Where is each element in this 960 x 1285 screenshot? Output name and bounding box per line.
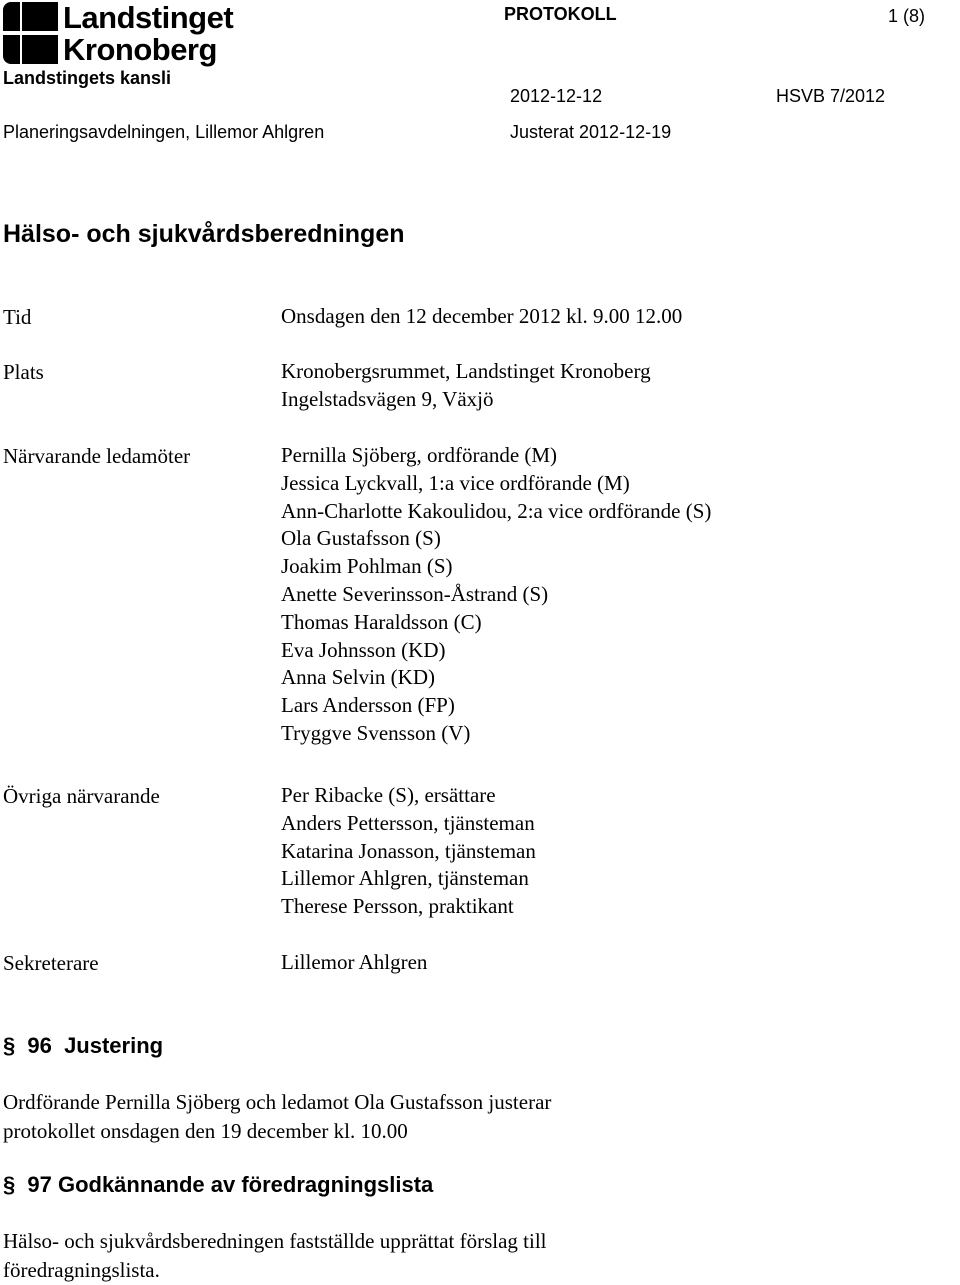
paragraph-line: Hälso- och sjukvårdsberedningen fastställde upprättat förslag till — [3, 1229, 547, 1253]
plats-line: Kronobergsrummet, Landstinget Kronoberg — [281, 359, 651, 383]
logo-line-2: Kronoberg — [63, 32, 217, 67]
plats-line: Ingelstadsvägen 9, Växjö — [281, 386, 494, 411]
list-item: Ola Gustafsson (S) — [281, 526, 441, 551]
list-item: Joakim Pohlman (S) — [281, 554, 453, 579]
paragraph-line: protokollet onsdagen den 19 december kl. 10.00 — [3, 1118, 408, 1143]
logo-line-1: Landstinget — [63, 0, 234, 35]
list-item: Lars Andersson (FP) — [281, 693, 455, 718]
doc-type: PROTOKOLL — [504, 4, 617, 24]
paragraph-symbol-icon: § — [3, 1172, 16, 1197]
section-title: 97 Godkännande av föredragningslista — [27, 1172, 434, 1197]
paragraph-line: föredragningslista. — [3, 1257, 160, 1282]
page-title: Hälso- och sjukvårdsberedningen — [3, 220, 405, 248]
list-item: Eva Johnsson (KD) — [281, 637, 446, 662]
section-body-97 — [3, 1227, 547, 1284]
list-item: Ann-Charlotte Kakoulidou, 2:a vice ordförande (S) — [281, 498, 712, 523]
tid-label: Tid — [3, 305, 32, 329]
sekreterare-label: Sekreterare — [3, 951, 99, 975]
ovriga-label: Övriga närvarande — [3, 784, 160, 808]
list-item: Therese Persson, praktikant — [281, 894, 514, 919]
page-number: 1 (8) — [888, 6, 926, 26]
plats-label: Plats — [3, 360, 44, 384]
list-item: Katarina Jonasson, tjänsteman — [281, 838, 536, 863]
ledamoter-label: Närvarande ledamöter — [3, 444, 191, 468]
list-item: Anette Severinsson-Åstrand (S) — [281, 581, 549, 606]
adjusted-date: Justerat 2012-12-19 — [510, 122, 672, 142]
list-item: Pernilla Sjöberg, ordförande (M) — [281, 443, 558, 467]
sekreterare-value: Lillemor Ahlgren — [281, 950, 428, 974]
section-heading-97 — [3, 1172, 433, 1198]
office-name: Landstingets kansli — [3, 68, 172, 88]
section-body-96 — [3, 1088, 551, 1145]
list-item: Tryggve Svensson (V) — [281, 720, 471, 745]
ovriga-list — [281, 782, 536, 921]
list-item: Lillemor Ahlgren, tjänsteman — [281, 866, 529, 891]
list-item: Anna Selvin (KD) — [281, 665, 435, 690]
section-heading-96 — [3, 1033, 163, 1059]
landstinget-kronoberg-logo — [3, 2, 243, 68]
ledamoter-list — [281, 442, 711, 748]
doc-date: 2012-12-12 — [510, 86, 603, 106]
list-item: Per Ribacke (S), ersättare — [281, 783, 496, 807]
list-item: Jessica Lyckvall, 1:a vice ordförande (M) — [281, 470, 630, 495]
author-line: Planeringsavdelningen, Lillemor Ahlgren — [3, 122, 325, 142]
paragraph-line: Ordförande Pernilla Sjöberg och ledamot Ola Gustafsson justerar — [3, 1090, 552, 1114]
list-item: Thomas Haraldsson (C) — [281, 609, 482, 634]
logo-mark-icon — [3, 2, 61, 66]
section-title: 96 Justering — [27, 1033, 164, 1058]
list-item: Anders Pettersson, tjänsteman — [281, 810, 535, 835]
paragraph-symbol-icon: § — [3, 1033, 16, 1058]
plats-value — [281, 358, 651, 414]
doc-id: HSVB 7/2012 — [776, 86, 886, 106]
tid-value: Onsdagen den 12 december 2012 kl. 9.00 12.00 — [281, 304, 683, 328]
